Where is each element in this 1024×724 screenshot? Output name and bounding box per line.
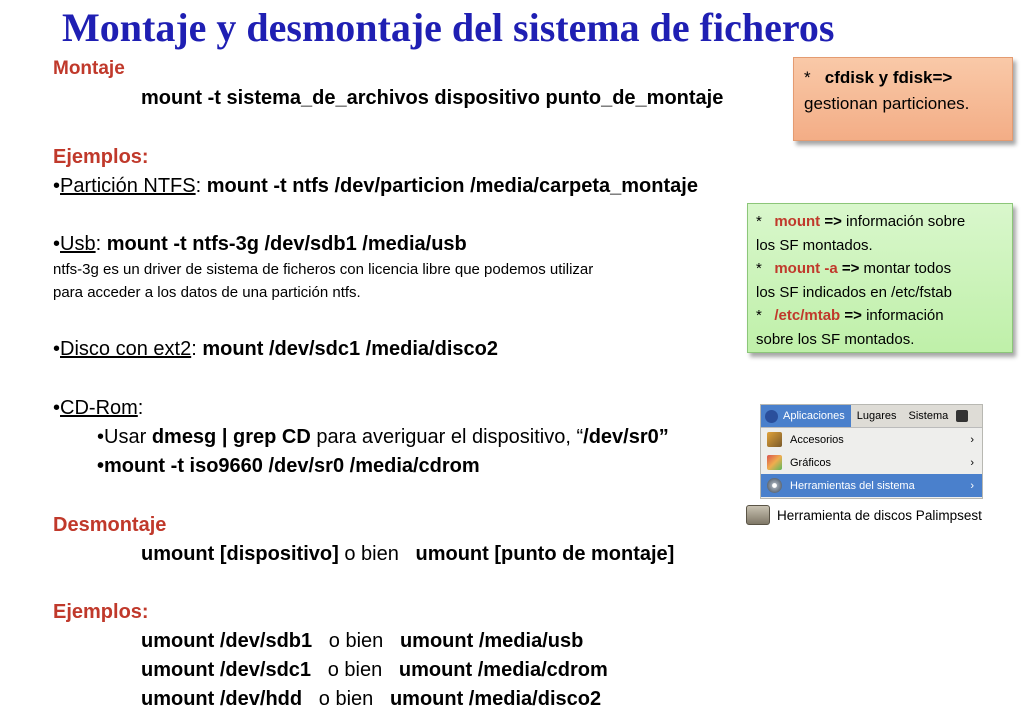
bullet: • (53, 397, 61, 419)
separator: : (95, 233, 107, 255)
separator: : (191, 338, 203, 360)
cdrom-step-1-pre: Usar (104, 426, 152, 448)
umount-mountpoint: umount /media/usb (399, 630, 584, 652)
note-cmd-mount-a: mount -a (774, 260, 838, 277)
note-star: * (756, 260, 775, 277)
example-usb-command: mount -t ntfs-3g /dev/sdb1 /media/usb (106, 233, 467, 255)
note-star: * (756, 213, 775, 230)
menu-bar-item-lugares[interactable]: Lugares (856, 410, 897, 422)
cdrom-step-2: •mount -t iso9660 /dev/sr0 /media/cdrom (97, 455, 480, 477)
ejemplos-heading-1: Ejemplos: (53, 146, 149, 168)
cdrom-step-1-mid: para averiguar el dispositivo, “ (310, 426, 584, 448)
chevron-right-icon: › (970, 456, 974, 469)
example-ntfs-label: Partición NTFS (60, 175, 196, 197)
menu-item-graficos[interactable] (761, 451, 982, 474)
umount-device: umount /dev/sdc1 (141, 659, 312, 681)
menu-item-herramientas-del-sistema[interactable] (761, 474, 982, 497)
graphics-icon (767, 455, 782, 470)
chevron-right-icon: › (970, 479, 974, 492)
example-cdrom (53, 395, 143, 421)
note-text-line: los SF montados. (756, 236, 873, 254)
menu-bar-item-sistema[interactable]: Sistema (908, 410, 949, 422)
desmontaje-cmd-device: umount [dispositivo] (141, 543, 339, 565)
note-arrow: => (837, 260, 864, 277)
cdrom-step-1 (97, 424, 669, 450)
usb-note-line-1: ntfs-3g es un driver de sistema de ficheros con licencia libre que podemos utilizar (53, 261, 594, 278)
gear-icon (767, 478, 782, 493)
umount-device: umount /dev/sdb1 (141, 630, 313, 652)
menu-item-accesorios[interactable] (761, 428, 982, 451)
example-cdrom-label: CD-Rom (60, 397, 138, 419)
umount-mountpoint: umount /media/disco2 (389, 688, 602, 710)
desmontaje-cmd-mountpoint: umount [punto de montaje] (415, 543, 675, 565)
note-cmd-mount: mount (774, 213, 821, 230)
note-text: montar todos (863, 260, 952, 277)
montaje-syntax: mount -t sistema_de_archivos dispositivo punto_de_montaje (141, 87, 724, 109)
menu-item-label: Gráficos (790, 456, 831, 469)
separator: : (195, 175, 207, 197)
terminal-icon[interactable] (956, 410, 968, 422)
note-text: información (866, 307, 944, 324)
umount-or: o bien (312, 630, 400, 652)
montaje-heading: Montaje (53, 58, 125, 79)
menu-bar-item-aplicaciones[interactable] (761, 405, 851, 427)
submenu-item-label: Herramienta de discos Palimpsest (777, 507, 982, 523)
chevron-right-icon: › (970, 433, 974, 446)
page-title: Montaje y desmontaje del sistema de ficheros (62, 5, 835, 50)
note-text-line: sobre los SF montados. (756, 330, 915, 348)
note-partition-tools-text: gestionan particiones. (804, 94, 970, 113)
fedora-logo-icon (765, 410, 778, 423)
desmontaje-syntax (141, 541, 674, 567)
gnome-menu-screenshot (760, 404, 983, 499)
note-text-line: los SF indicados en /etc/fstab (756, 283, 952, 301)
bullet: • (53, 233, 61, 255)
umount-or: o bien (302, 688, 390, 710)
umount-example-row (141, 628, 583, 654)
cdrom-step-1-command: dmesg | grep CD (151, 426, 311, 448)
example-ext2-command: mount /dev/sdc1 /media/disco2 (202, 338, 498, 360)
example-ntfs-command: mount -t ntfs /dev/particion /media/carpeta_montaje (206, 175, 698, 197)
desmontaje-heading: Desmontaje (53, 514, 167, 536)
example-ext2-label: Disco con ext2 (60, 338, 192, 360)
menu-bar-label: Aplicaciones (783, 410, 845, 422)
note-partition-tools-bold: cfdisk y fdisk=> (824, 68, 953, 87)
note-star: * (756, 307, 775, 324)
usb-note-line-2: para acceder a los datos de una partición ntfs. (53, 284, 361, 301)
submenu-item-palimpsest[interactable] (746, 500, 1024, 530)
example-ext2 (53, 336, 498, 362)
umount-mountpoint: umount /media/cdrom (398, 659, 608, 681)
bullet: • (53, 338, 61, 360)
example-usb (53, 231, 467, 257)
cdrom-step-1-device: /dev/sr0” (583, 426, 669, 448)
note-star: * (804, 68, 825, 87)
note-arrow: => (840, 307, 867, 324)
note-cmd-mtab: /etc/mtab (774, 307, 841, 324)
umount-example-row (141, 657, 608, 683)
separator: : (137, 397, 144, 419)
menu-item-label: Accesorios (790, 433, 844, 446)
disk-utility-icon (746, 505, 770, 525)
bullet: • (53, 175, 61, 197)
umount-or: o bien (311, 659, 399, 681)
note-partition-tools (793, 57, 1013, 141)
note-text: información sobre (846, 213, 966, 230)
umount-example-row (141, 686, 601, 712)
bullet: • (97, 426, 105, 448)
example-usb-label: Usb (60, 233, 96, 255)
example-ntfs (53, 173, 698, 199)
menu-bar (761, 405, 982, 428)
accessories-icon (767, 432, 782, 447)
menu-item-label: Herramientas del sistema (790, 479, 915, 492)
note-mount-commands (747, 203, 1013, 353)
note-arrow: => (820, 213, 847, 230)
umount-device: umount /dev/hdd (141, 688, 303, 710)
desmontaje-or: o bien (338, 543, 416, 565)
ejemplos-heading-2: Ejemplos: (53, 601, 149, 623)
